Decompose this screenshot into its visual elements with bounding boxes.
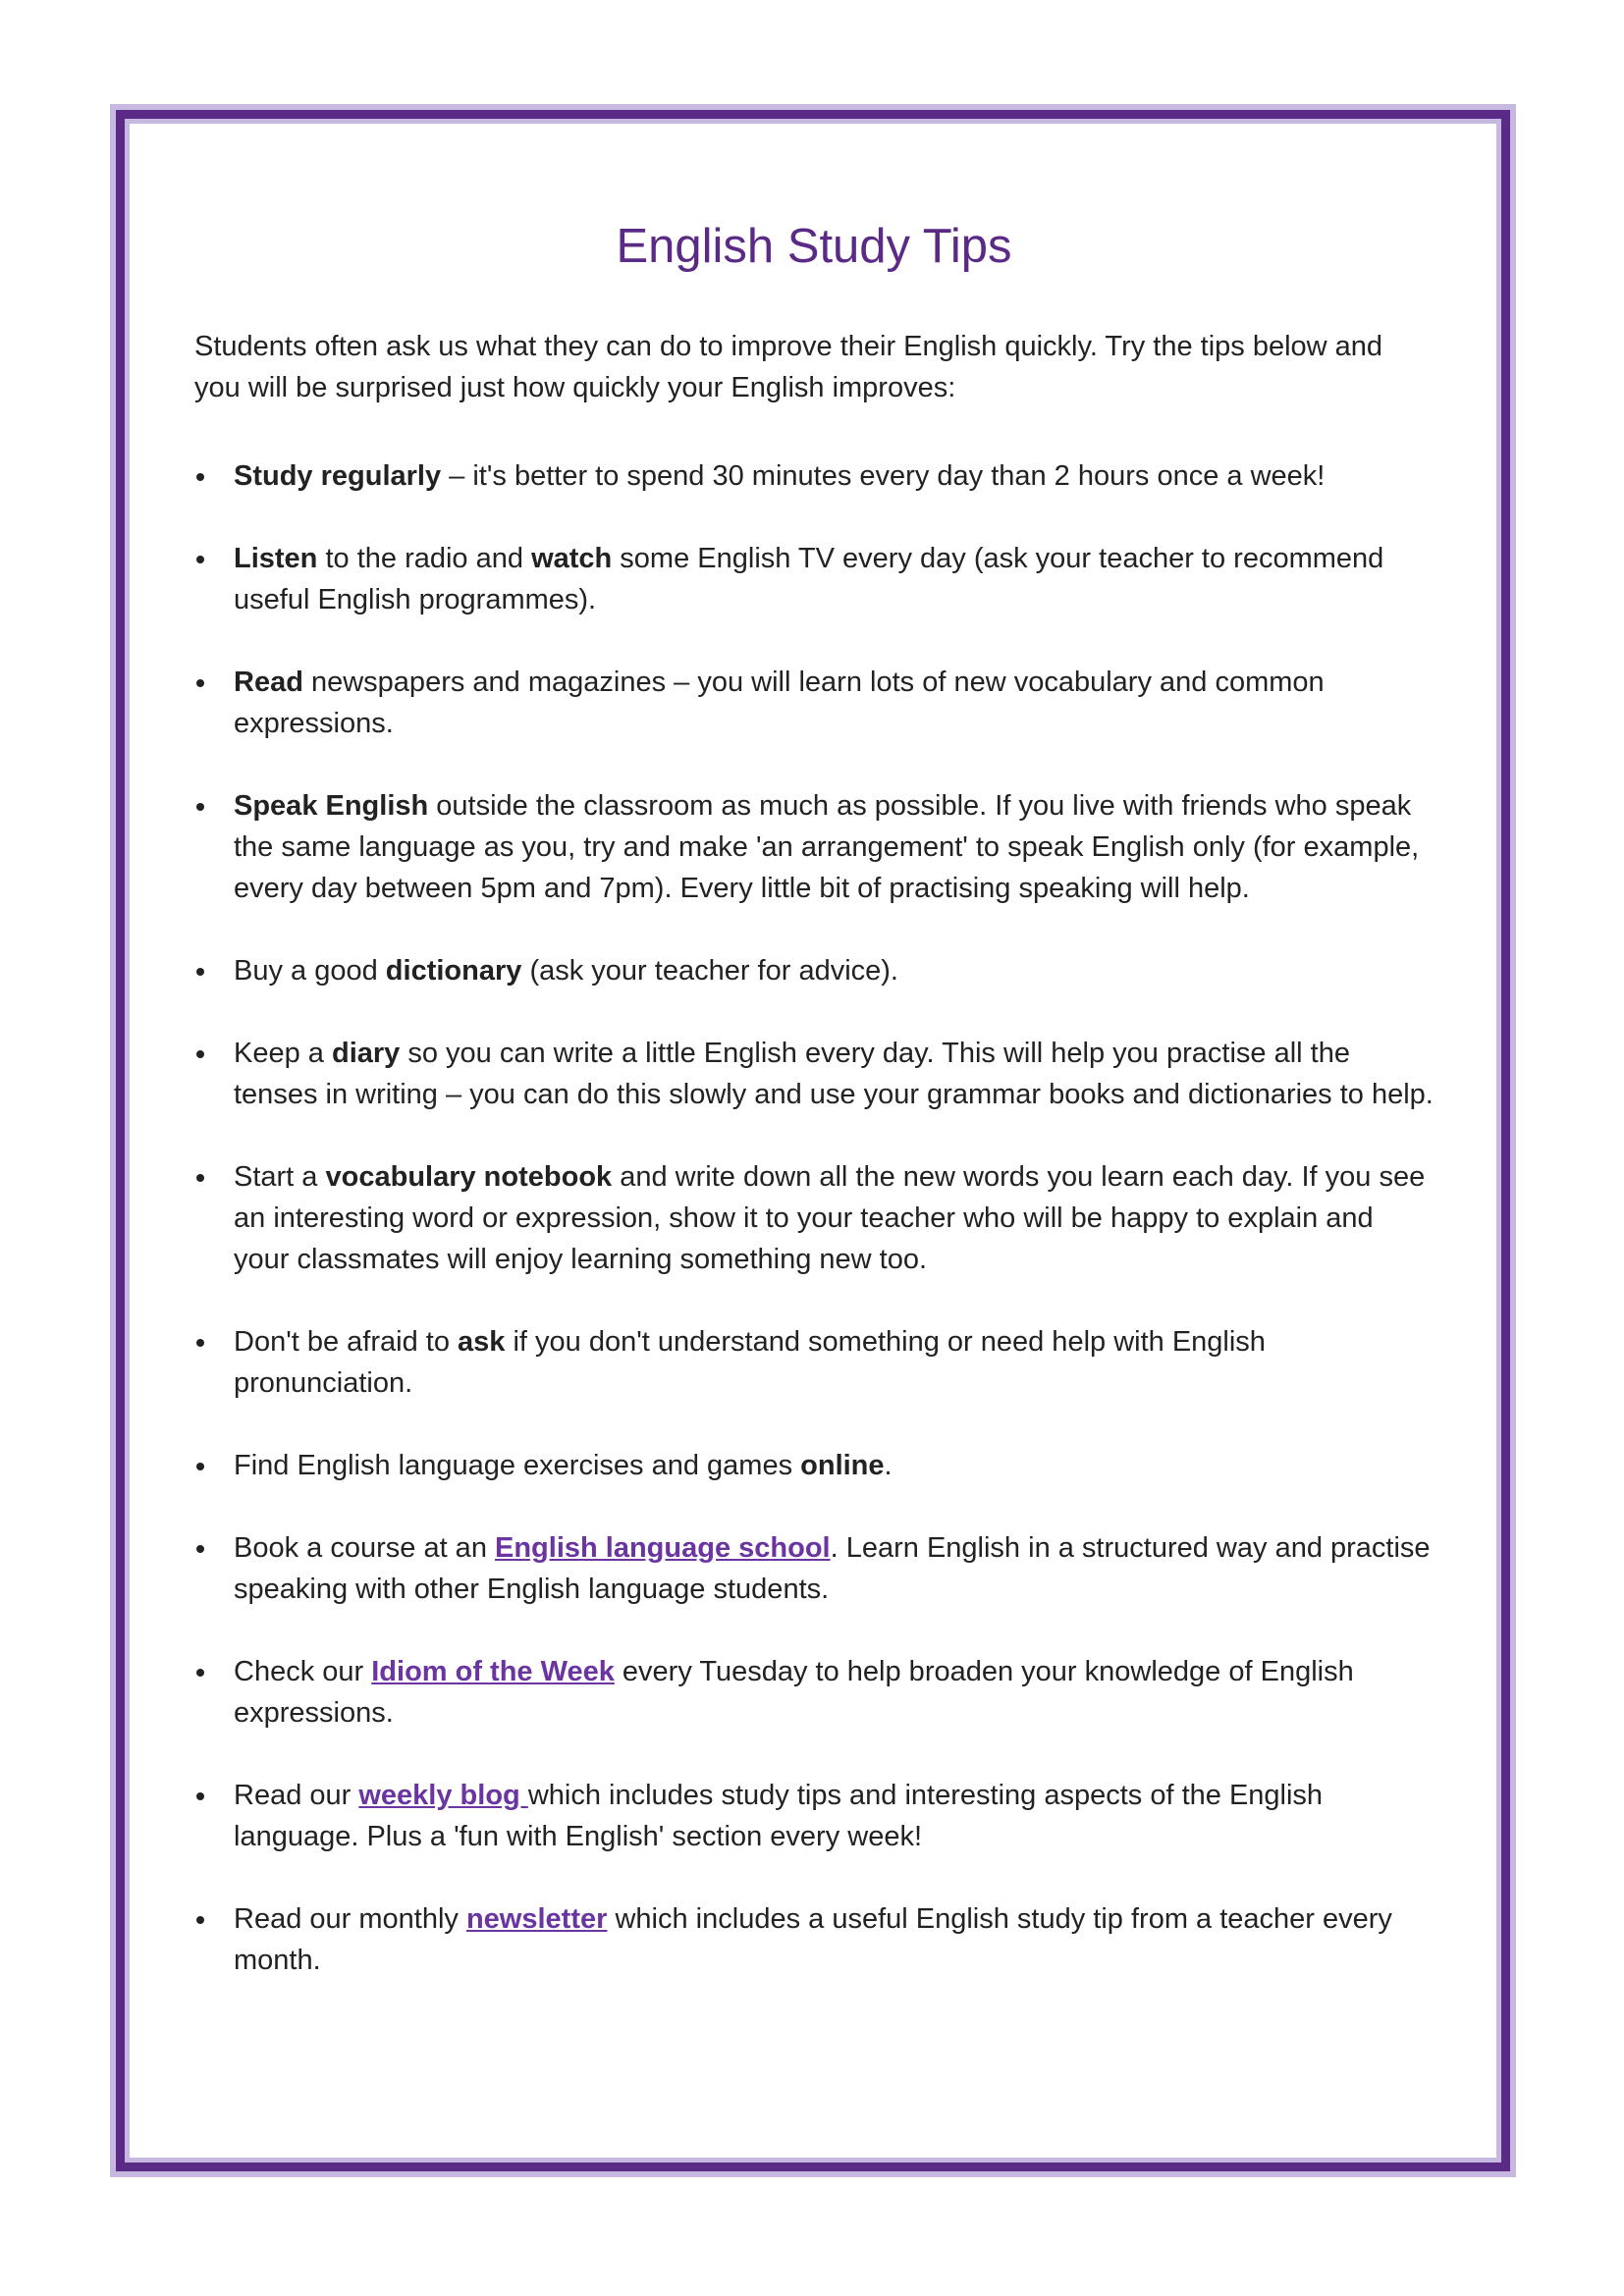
tip-text: Keep a (234, 1038, 332, 1069)
list-item (194, 1445, 1434, 1486)
tip-text: so you can write a little English every day. This will help you practise all the tenses in writing – you can do this slowly and use your grammar books and dictionaries to help. (234, 1038, 1434, 1110)
tip-keyword: diary (331, 1038, 401, 1069)
tip-text: which includes study tips and interesting aspects of the English language. Plus a 'fun with English' section every week! (234, 1780, 1324, 1852)
tip-text: Find English language exercises and games (234, 1450, 801, 1481)
tip-text: and write down all the new words you learn each day. If you see an interesting word or expression, show it to your teacher who will be happy to explain and your classmates will enjoy learning something new too. (234, 1161, 1426, 1275)
list-item (194, 1033, 1434, 1115)
idiom-of-the-week-link[interactable]: Idiom of the Week (371, 1656, 615, 1687)
list-item (194, 662, 1434, 744)
intro-paragraph: Students often ask us what they can do to improve their English quickly. Try the tips below and you will be surprised just how quickly your English improves: (194, 331, 1383, 403)
tip-text: every Tuesday to help broaden your knowledge of English expressions. (234, 1656, 1354, 1729)
page-title: English Study Tips (616, 220, 1012, 273)
tip-keyword: ask (458, 1326, 506, 1358)
tip-text: Buy a good (234, 955, 386, 987)
tip-text: to the radio and (317, 543, 532, 574)
weekly-blog-link[interactable]: weekly blog (358, 1780, 528, 1811)
tip-text: Don't be afraid to (234, 1326, 459, 1358)
list-item (194, 1527, 1434, 1610)
tip-keyword: Listen (234, 543, 318, 574)
newsletter-link[interactable]: newsletter (465, 1903, 608, 1935)
tips-list (194, 455, 1434, 1981)
tip-text: which includes a useful English study tip from a teacher every month. (234, 1903, 1392, 1976)
list-item (194, 1651, 1434, 1734)
tip-text: Book a course at an (234, 1532, 495, 1564)
tip-text: . Learn English in a structured way and practise speaking with other English language students. (234, 1532, 1431, 1605)
tip-keyword: watch (531, 543, 613, 574)
tip-keyword: dictionary (385, 955, 522, 987)
tip-text: Read our monthly (234, 1903, 466, 1935)
tip-text: (ask your teacher for advice). (521, 955, 898, 987)
list-item (194, 538, 1434, 620)
tip-text: newspapers and magazines – you will learn lots of new vocabulary and common expressions. (234, 667, 1325, 739)
tip-text: Check our (234, 1656, 372, 1687)
tip-keyword: Study regularly (234, 460, 442, 492)
tip-text: . (884, 1450, 893, 1481)
tip-text: Start a (234, 1161, 326, 1193)
tip-keyword: vocabulary notebook (325, 1161, 613, 1193)
document-body (194, 192, 1434, 2022)
tip-keyword: Read (234, 667, 303, 698)
tip-keyword: online (800, 1450, 885, 1481)
list-item (194, 950, 1434, 991)
tip-keyword: Speak English (234, 790, 429, 822)
tip-text: – it's better to spend 30 minutes every day than 2 hours once a week! (441, 460, 1326, 492)
tip-text: if you don't understand something or need help with English pronunciation. (234, 1326, 1266, 1399)
tip-text: Read our (234, 1780, 359, 1811)
list-item (194, 1898, 1434, 1981)
english-language-school-link[interactable]: English language school (495, 1532, 831, 1564)
tip-text: outside the classroom as much as possible. If you live with friends who speak the same language as you, try and make 'an arrangement' to speak English only (for example, every day between 5pm and 7pm). Every little bit of practising speaking will help. (234, 790, 1420, 904)
list-item (194, 1156, 1434, 1280)
list-item (194, 1321, 1434, 1404)
tip-text: some English TV every day (ask your teacher to recommend useful English programmes). (234, 543, 1384, 615)
list-item (194, 1775, 1434, 1857)
list-item (194, 785, 1434, 909)
list-item (194, 455, 1434, 497)
